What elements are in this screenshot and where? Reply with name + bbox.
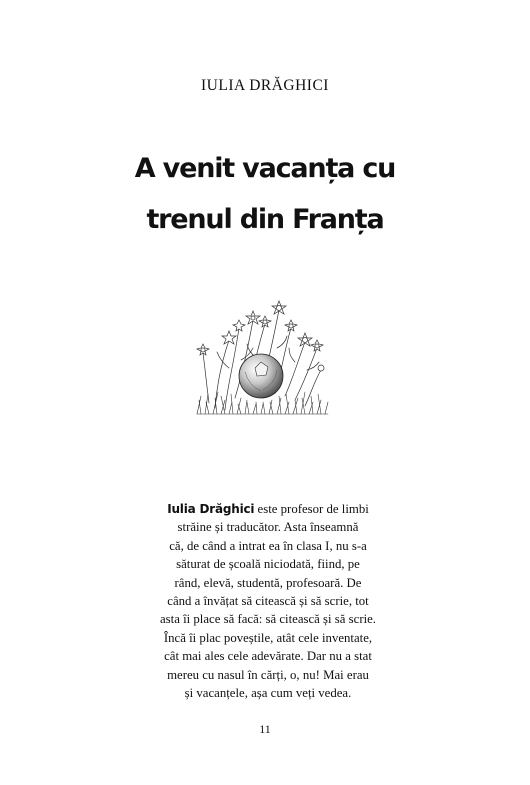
- title-line-2: trenul din Franța: [146, 204, 384, 235]
- bio-line: și vacanțele, așa cum veți vedea.: [184, 686, 352, 701]
- bio-line: săturat de școală niciodată, fiind, pe: [176, 557, 360, 572]
- bio-line: străine și traducător. Asta înseamnă: [177, 520, 359, 535]
- bio-line: asta îi place să facă: să citească și să scrie.: [160, 612, 377, 627]
- bio-line: rând, elevă, studentă, profesoară. De: [174, 575, 362, 590]
- ball-in-wildflowers-illustration: [195, 298, 330, 416]
- bio-line-1-text: este profesor de limbi: [254, 502, 369, 516]
- author-name: IULIA DRĂGHICI: [201, 77, 329, 94]
- bio-line: Încă îi plac poveștile, atât cele inventate,: [163, 630, 373, 645]
- bio-line: când a învățat să citească și să scrie, tot: [167, 594, 369, 609]
- bio-line: [160, 500, 376, 518]
- page-number: 11: [259, 722, 271, 736]
- title-line-1: A venit vacanța cu: [134, 153, 396, 184]
- bio-line: cât mai ales cele adevărate. Dar nu a stat: [164, 649, 372, 664]
- bio-author-name: Iulia Drăghici: [167, 502, 255, 516]
- bio-line: că, de când a intrat ea în clasa I, nu s-a: [169, 538, 367, 553]
- author-bio: [160, 500, 376, 702]
- book-title: [0, 143, 530, 245]
- bio-line: mereu cu nasul în cărți, o, nu! Mai erau: [167, 667, 369, 682]
